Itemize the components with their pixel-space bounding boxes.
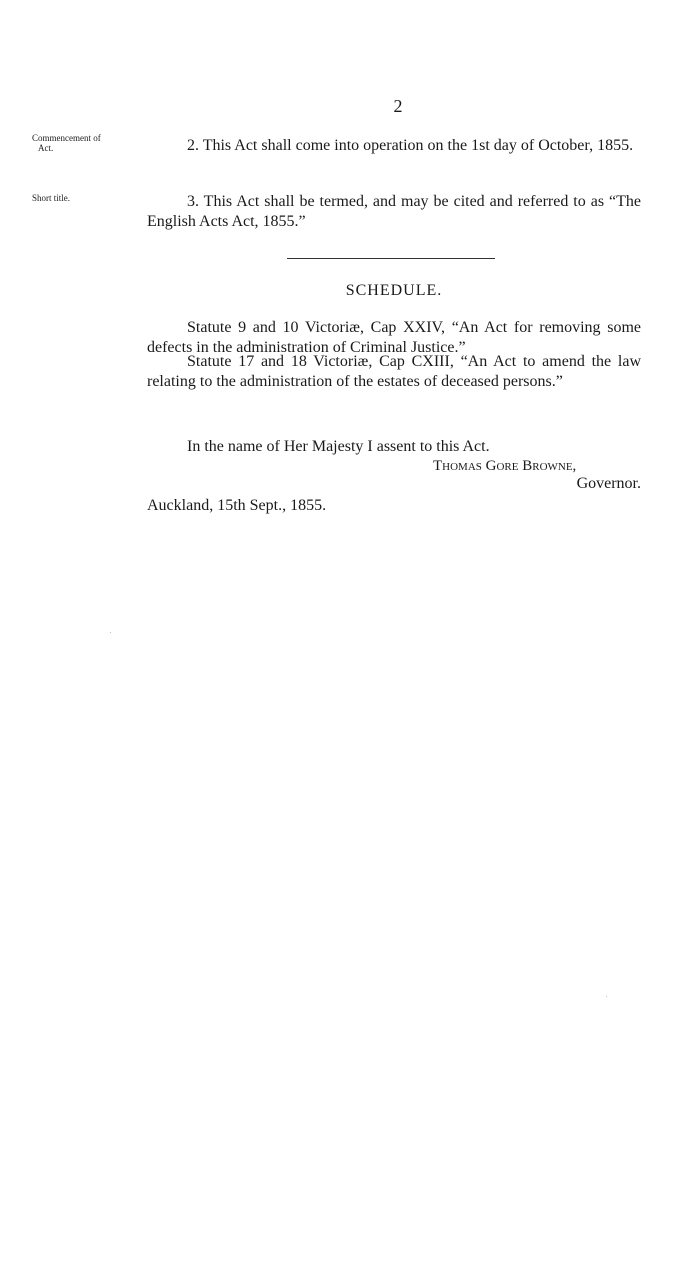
margin-note-commencement xyxy=(32,133,132,153)
schedule-entry-1: Statute 9 and 10 Victoriæ, Cap XXIV, “An Act for removing some defects in the administration of Criminal Justice.” xyxy=(147,319,641,356)
page-number: 2 xyxy=(393,96,403,116)
signatory-name: Thomas Gore Browne, xyxy=(433,458,577,474)
signatory-office: Governor. xyxy=(576,475,641,492)
assent-statement: In the name of Her Majesty I assent to this Act. xyxy=(187,438,490,455)
schedule-entry-2: Statute 17 and 18 Victoriæ, Cap CXIII, “An Act to amend the law relating to the administration of the estates of deceased persons.” xyxy=(147,353,641,390)
section-2: 2. This Act shall come into operation on the 1st day of October, 1855. xyxy=(187,137,634,154)
paper-speck xyxy=(606,996,607,997)
section-3: 3. This Act shall be termed, and may be cited and referred to as “The English Acts Act, 1855.” xyxy=(147,193,641,230)
paper-speck xyxy=(110,632,111,633)
margin-note-commencement-line2: Act. xyxy=(38,143,54,153)
divider-rule xyxy=(287,258,495,259)
margin-note-commencement-line1: Commencement of xyxy=(32,133,101,143)
dateline: Auckland, 15th Sept., 1855. xyxy=(147,497,327,514)
margin-note-short-title: Short title. xyxy=(32,193,70,203)
schedule-heading: SCHEDULE. xyxy=(345,282,443,299)
